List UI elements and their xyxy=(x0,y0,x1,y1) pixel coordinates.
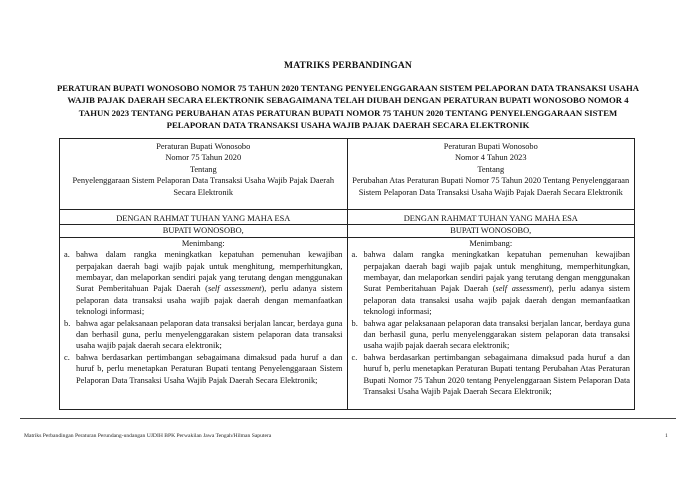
list-item xyxy=(352,352,631,398)
right-preamble: DENGAN RAHMAT TUHAN YANG MAHA ESA xyxy=(403,214,578,223)
item-text: bahwa agar pelaksanaan pelaporan data transaksi berjalan lancar, berdaya guna dan berhasil guna, perlu menyelenggarakan sistem pelaporan data transaksi usaha wajib pajak daerah secara elektronik; xyxy=(363,318,630,351)
right-number: Nomor 4 Tahun 2023 xyxy=(454,153,527,163)
item-text: bahwa berdasarkan pertimbangan sebagaimana dimaksud pada huruf a dan huruf b, perlu menetapkan Peraturan Bupati tentang Penyelenggaraan Sistem Pelaporan Data Transaksi Usaha Wajib Pajak Daerah Secara Elektronik; xyxy=(76,352,343,385)
document-title: MATRIKS PERBANDINGAN xyxy=(284,60,412,71)
right-heading: Peraturan Bupati Wonosobo xyxy=(443,142,538,151)
left-subject: Penyelenggaraan Sistem Pelaporan Data Transaksi Usaha Wajib Pajak Daerah Secara Elektronik xyxy=(72,176,335,197)
footer-divider xyxy=(20,418,676,419)
footer-text: Matriks Perbandingan Peraturan Perundang-undangan UJDIH BPK Perwakilan Jawa Tengah/Hilman Saputera xyxy=(24,433,272,439)
item-text: bahwa dalam rangka meningkatkan kepatuhan pemenuhan kewajiban perpajakan daerah bagi wajib pajak untuk menghitung, memperhitungkan, membayar, dan melaporkan sendiri pajak yang terutang dengan menggunakan Surat Pemberitahuan Pajak Daerah (self assessment), perlu adanya sistem pelaporan data transaksi usaha wajib pajak daerah dengan memanfaatkan teknologi informasi; xyxy=(76,250,343,317)
left-official: BUPATI WONOSOBO, xyxy=(162,226,244,236)
left-about: Tentang xyxy=(189,164,217,174)
right-considerations xyxy=(352,249,631,397)
right-column xyxy=(347,139,635,410)
list-item xyxy=(64,352,343,386)
page-number: 1 xyxy=(665,433,668,439)
left-considering: Menimbang: xyxy=(181,238,225,248)
left-number: Nomor 75 Tahun 2020 xyxy=(165,153,242,163)
item-letter: b. xyxy=(351,318,358,328)
item-letter: a. xyxy=(351,250,358,260)
left-header xyxy=(64,141,343,209)
item-text: bahwa dalam rangka meningkatkan kepatuhan pemenuhan kewajiban perpajakan daerah bagi wajib pajak untuk menghitung, memperhitungkan, membayar, dan melaporkan sendiri pajak yang terutang dengan menggunakan Surat Pemberitahuan Pajak Daerah (self assessment), perlu adanya sistem pelaporan data transaksi usaha wajib pajak daerah dengan memanfaatkan teknologi informasi; xyxy=(363,250,630,317)
comparison-matrix xyxy=(59,138,635,410)
right-official: BUPATI WONOSOBO, xyxy=(450,226,532,236)
right-subject: Perubahan Atas Peraturan Bupati Nomor 75 Tahun 2020 Tentang Penyelenggaraan Sistem Pelaporan Data Transaksi Usaha Wajib Pajak Daerah Secara Elektronik xyxy=(352,176,630,197)
item-text: bahwa berdasarkan pertimbangan sebagaimana dimaksud pada huruf a dan huruf b, perlu menetapkan Peraturan Bupati tentang Perubahan Atas Peraturan Bupati Nomor 75 Tahun 2020 tentang Penyelenggaraan Sistem Pelaporan Data Transaksi Usaha Wajib Pajak Daerah Secara Elektronik; xyxy=(363,352,630,397)
item-letter: c. xyxy=(64,352,70,362)
item-letter: b. xyxy=(64,318,71,328)
regulation-title: PERATURAN BUPATI WONOSOBO NOMOR 75 TAHUN 2020 TENTANG PENYELENGGARAAN SISTEM PELAPORAN DATA TRANSAKSI USAHA WAJIB PAJAK DAERAH SECARA ELEKTRONIK SEBAGAIMANA TELAH DIUBAH DENGAN PERATURAN BUPATI WONOSOBO NOMOR 4 TAHUN 2023 TENTANG PERUBAHAN ATAS PERATURAN BUPATI NOMOR 75 TAHUN 2020 TENTANG PENYELENGGARAAN SISTEM PELAPORAN DATA TRANSAKSI USAHA WAJIB PAJAK DAERAH SECARA ELEKTRONIK xyxy=(56,83,640,130)
left-preamble: DENGAN RAHMAT TUHAN YANG MAHA ESA xyxy=(116,214,291,223)
list-item xyxy=(64,249,343,317)
item-letter: a. xyxy=(64,250,70,260)
left-considerations xyxy=(64,249,343,386)
list-item xyxy=(352,318,631,352)
right-considering: Menimbang: xyxy=(469,238,513,248)
list-item xyxy=(64,318,343,352)
right-about: Tentang xyxy=(477,164,505,174)
left-column xyxy=(60,139,348,410)
left-heading: Peraturan Bupati Wonosobo xyxy=(156,142,251,151)
item-text: bahwa agar pelaksanaan pelaporan data transaksi berjalan lancar, berdaya guna dan berhasil guna, perlu menyelenggarakan sistem pelaporan data transaksi usaha wajib pajak daerah secara elektronik; xyxy=(76,318,343,351)
list-item xyxy=(352,249,631,317)
item-letter: c. xyxy=(351,352,358,362)
right-header xyxy=(352,141,631,209)
